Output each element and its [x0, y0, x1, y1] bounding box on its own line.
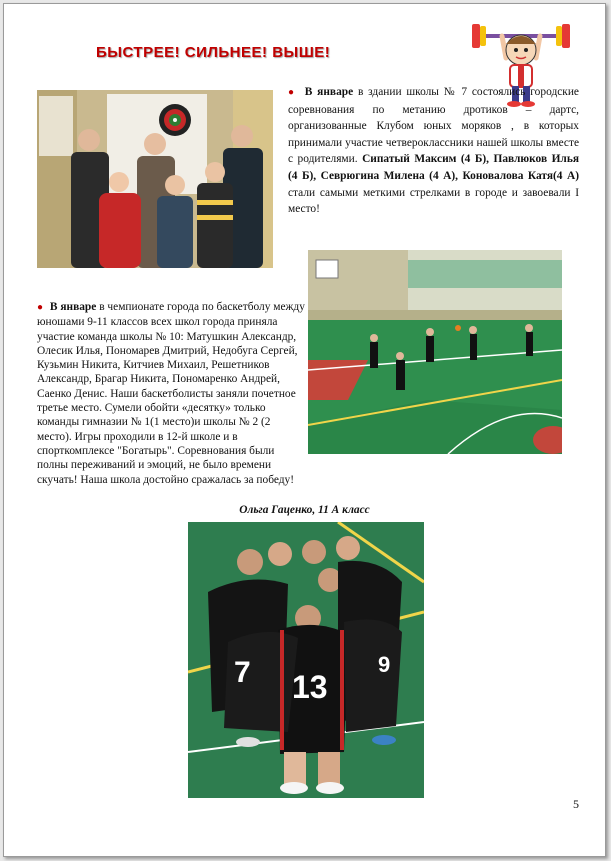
darts-article-text: в здании школы № 7 состоялись городские соревнования по метанию дротиков – дартс, организованные Клубом юных моряков , в которых принимали участие четвероклассники нашей школы вместе с родителями.: [288, 86, 579, 166]
darts-article-result: стали самыми меткими стрелками в городе и завоевали I место!: [288, 186, 579, 216]
page-number: 5: [573, 797, 579, 811]
darts-family-photo: [37, 90, 273, 268]
bullet-icon: ●: [288, 87, 296, 98]
svg-text:7: 7: [234, 656, 251, 689]
basketball-article-lead: В январе: [49, 301, 97, 313]
darts-article: [288, 84, 579, 218]
page-title: БЫСТРЕЕ! СИЛЬНЕЕ! ВЫШЕ!: [96, 44, 331, 61]
bullet-icon: ●: [37, 302, 44, 313]
basketball-team-huddle-photo: [188, 522, 424, 798]
document-page: [3, 3, 606, 857]
basketball-article: [37, 300, 582, 487]
svg-text:13: 13: [292, 669, 328, 705]
darts-article-winners: Сипатый Максим (4 Б), Павлюков Илья (4 Б), Севрюгина Милена (4 А), Коновалова Катя(4 А): [288, 153, 579, 182]
author-caption: Ольга Гаценко, 11 А класс: [239, 504, 370, 516]
basketball-article-text: в чемпионате города по баскетболу между юношами 9-11 классов всех школ города приняла участие команда школы № 10: Матушкин Александр, Олесик Илья, Пономарев Дмитрий, Недобуга Сергей, Кузьмин Никита, Китчиев Михаил, Решетников Александр, Брагар Никита, Пономаренко Андрей, Саенко Денис. Наши баскетболисты заняли почетное третье место. Сумели обойти «десятку» только команды гимназии № 1(1 место)и школы № 2 (2 место). Игры проходили в 12-й школе и в спорткомплексе "Богатырь". Соревнования были полны переживаний и эмоций, не было времени скучать! Наша школа достойно сражалась за победу!: [37, 301, 305, 486]
svg-text:9: 9: [378, 652, 391, 677]
darts-article-lead: В январе: [304, 86, 354, 98]
